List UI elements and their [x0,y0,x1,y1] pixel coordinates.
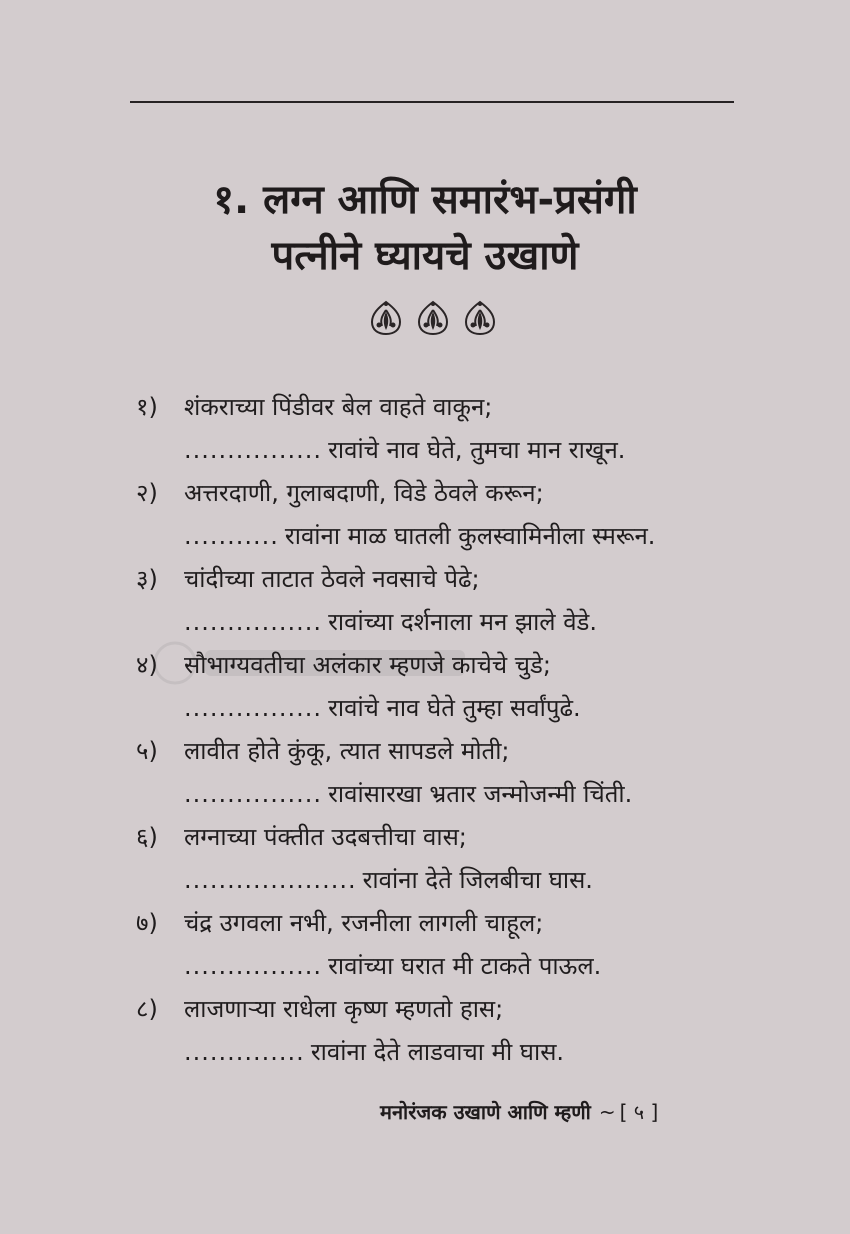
verse-6-line-1 [132,816,792,859]
verse-number: ७) [136,909,158,937]
verse-text: शंकराच्या पिंडीवर बेल वाहते वाकून; [184,393,493,421]
verse-text: लाजणाऱ्या राधेला कृष्ण म्हणतो हास; [184,995,504,1023]
flower-ornament-icon [462,298,498,338]
verse-text: चांदीच्या ताटात ठेवले नवसाचे पेढे; [184,565,480,593]
verse-5-line-2 [132,773,792,816]
verse-text: रावांच्या दर्शनाला मन झाले वेडे. [328,608,598,636]
verse-2-line-1 [132,472,792,515]
verse-number: ३) [136,565,158,593]
blank-dots: ................ [184,780,323,808]
book-title: मनोरंजक उखाणे आणि म्हणी [380,1100,591,1124]
blank-dots: ................ [184,608,323,636]
ornament-row [368,298,498,338]
ukhane-list [132,386,792,1074]
verse-number: ६) [136,823,158,851]
verse-text: रावांचे नाव घेते, तुमचा मान राखून. [328,436,626,464]
flower-ornament-icon [415,298,451,338]
verse-3-line-2 [132,601,792,644]
verse-text: रावांना देते जिलबीचा घास. [362,866,593,894]
verse-1-line-2 [132,429,792,472]
verse-5-line-1 [132,730,792,773]
chapter-title-line-2: पत्नीने घ्यायचे उखाणे [271,233,579,279]
chapter-title [90,172,760,284]
verse-text: चंद्र उगवला नभी, रजनीला लागली चाहूल; [184,909,544,937]
verse-text: रावांना माळ घातली कुलस्वामिनीला स्मरून. [284,522,656,550]
verse-number: ५) [136,737,158,765]
blank-dots: ........... [184,522,279,550]
verse-text: रावांना देते लाडवाचा मी घास. [310,1038,565,1066]
verse-4-line-1 [132,644,792,687]
verse-text: सौभाग्यवतीचा अलंकार म्हणजे काचेचे चुडे; [184,651,551,679]
verse-number: ४) [136,651,158,679]
blank-dots: .................... [184,866,357,894]
verse-4-line-2 [132,687,792,730]
verse-2-line-2 [132,515,792,558]
verse-number: १) [136,393,158,421]
verse-text: अत्तरदाणी, गुलाबदाणी, विडे ठेवले करून; [184,479,544,507]
verse-text: रावांचे नाव घेते तुम्हा सर्वांपुढे. [328,694,581,722]
page-footer [380,1098,760,1125]
verse-7-line-2 [132,945,792,988]
verse-text: रावांसारखा भ्रतार जन्मोजन्मी चिंती. [328,780,633,808]
tilde-separator: ~ [598,1100,616,1124]
verse-7-line-1 [132,902,792,945]
blank-dots: ................ [184,694,323,722]
verse-text: लग्नाच्या पंक्तीत उदबत्तीचा वास; [184,823,467,851]
page-number: [ ५ ] [619,1100,659,1124]
verse-number: ८) [136,995,158,1023]
blank-dots: ................ [184,436,323,464]
verse-3-line-1 [132,558,792,601]
verse-8-line-1 [132,988,792,1031]
blank-dots: .............. [184,1038,305,1066]
verse-number: २) [136,479,158,507]
blank-dots: ................ [184,952,323,980]
verse-text: रावांच्या घरात मी टाकते पाऊल. [328,952,602,980]
verse-text: लावीत होते कुंकू, त्यात सापडले मोती; [184,737,510,765]
verse-8-line-2 [132,1031,792,1074]
top-divider [130,101,734,103]
chapter-title-line-1: १. लग्न आणि समारंभ-प्रसंगी [213,177,637,223]
flower-ornament-icon [368,298,404,338]
verse-6-line-2 [132,859,792,902]
verse-1-line-1 [132,386,792,429]
